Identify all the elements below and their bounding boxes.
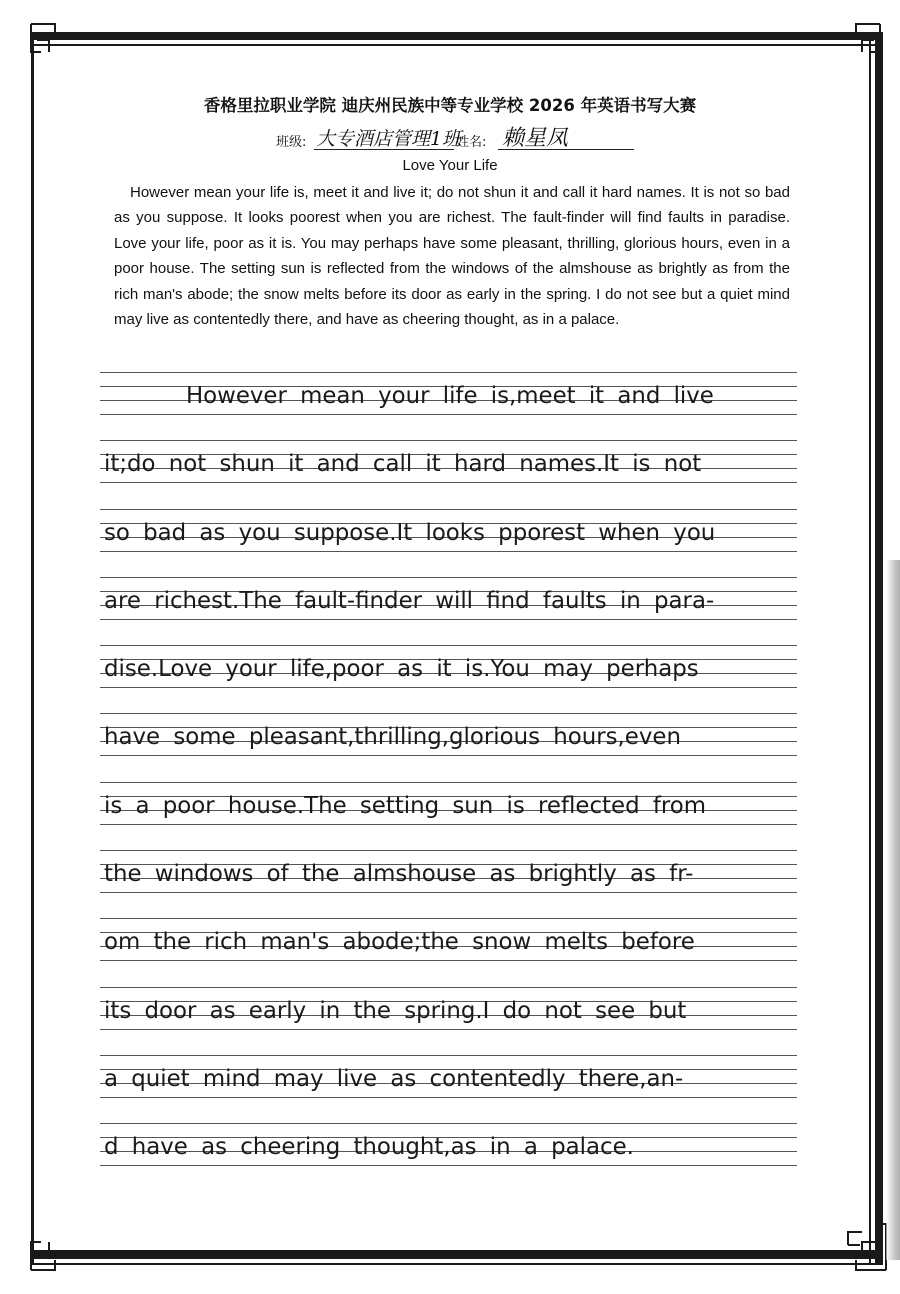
handwriting-line — [100, 713, 800, 781]
student-info — [276, 124, 636, 152]
handwriting-line — [100, 1123, 800, 1191]
page-edge-shadow — [886, 560, 900, 1260]
passage-title: Love Your Life — [402, 157, 498, 174]
handwriting-line — [100, 850, 800, 918]
ruled-line — [100, 440, 797, 441]
handwriting-line — [100, 440, 800, 508]
ruled-line — [100, 960, 797, 961]
handwritten-text: it;do not shun it and call it hard names.It is not — [104, 451, 702, 478]
name-label: 姓名: — [456, 135, 487, 150]
class-underline — [314, 149, 454, 150]
handwriting-line — [100, 782, 800, 850]
handwriting-line — [100, 1055, 800, 1123]
name-value: 赖星凤 — [502, 126, 569, 151]
handwriting-line — [100, 987, 800, 1055]
ruled-line — [100, 755, 797, 756]
ruled-line — [100, 1097, 797, 1098]
ruled-line — [100, 1055, 797, 1056]
class-value: 大专酒店管理1班 — [316, 128, 462, 150]
ruled-line — [100, 687, 797, 688]
ruled-line — [100, 850, 797, 851]
ruled-line — [100, 918, 797, 919]
handwritten-text: its door as early in the spring.I do not see but — [104, 997, 687, 1024]
handwriting-line — [100, 645, 800, 713]
passage-text: However mean your life is, meet it and live it; do not shun it and call it hard names. It is not so bad as you suppose. It looks poorest when you are richest. The fault-finder will find faults in paradise. Love your life, poor as it is. You may perhaps have some pleasant, thrilling, glorious hours, even in a poor house. The setting sun is reflected from the windows of the almshouse as brightly as from the rich man's abode; the snow melts before its door as early in the spring. I do not see but a quiet mind may live as contentedly there, and have as cheering thought, as in a palace. — [114, 184, 790, 329]
ruled-line — [100, 892, 797, 893]
ruled-line — [100, 551, 797, 552]
ruled-line — [100, 619, 797, 620]
ruled-line — [100, 1123, 797, 1124]
handwritten-text: dise.Love your life,poor as it is.You may perhaps — [104, 656, 699, 683]
handwritten-text: is a poor house.The setting sun is reflected from — [104, 792, 707, 819]
ruled-line — [100, 414, 797, 415]
class-label: 班级: — [276, 135, 307, 150]
handwriting-line — [100, 509, 800, 577]
ruled-line — [100, 987, 797, 988]
handwritten-text: However mean your life is,meet it and live — [186, 383, 714, 409]
handwritten-text: so bad as you suppose.It looks pporest when you — [104, 519, 716, 546]
handwritten-text: the windows of the almshouse as brightly as fr- — [104, 861, 694, 888]
ruled-line — [100, 645, 797, 646]
name-underline — [498, 149, 634, 150]
ruled-line — [100, 577, 797, 578]
handwriting-area — [100, 372, 800, 1192]
handwritten-text: a quiet mind may live as contentedly there,an- — [104, 1065, 684, 1092]
ruled-line — [100, 713, 797, 714]
handwriting-line — [100, 577, 800, 645]
ruled-line — [100, 372, 797, 373]
handwritten-text: d have as cheering thought,as in a palace. — [104, 1134, 634, 1161]
contest-title: 香格里拉职业学院 迪庆州民族中等专业学校 2026 年英语书写大赛 — [203, 96, 697, 115]
handwritten-text: are richest.The fault-finder will find faults in para- — [104, 587, 715, 614]
ruled-line — [100, 1165, 797, 1166]
ruled-line — [100, 482, 797, 483]
ruled-line — [100, 824, 797, 825]
ruled-line — [100, 782, 797, 783]
handwritten-text: om the rich man's abode;the snow melts before — [104, 929, 695, 956]
handwritten-text: have some pleasant,thrilling,glorious hours,even — [104, 724, 681, 751]
ruled-line — [100, 1029, 797, 1030]
handwriting-line — [100, 918, 800, 986]
ruled-line — [100, 509, 797, 510]
handwriting-line — [100, 372, 800, 440]
